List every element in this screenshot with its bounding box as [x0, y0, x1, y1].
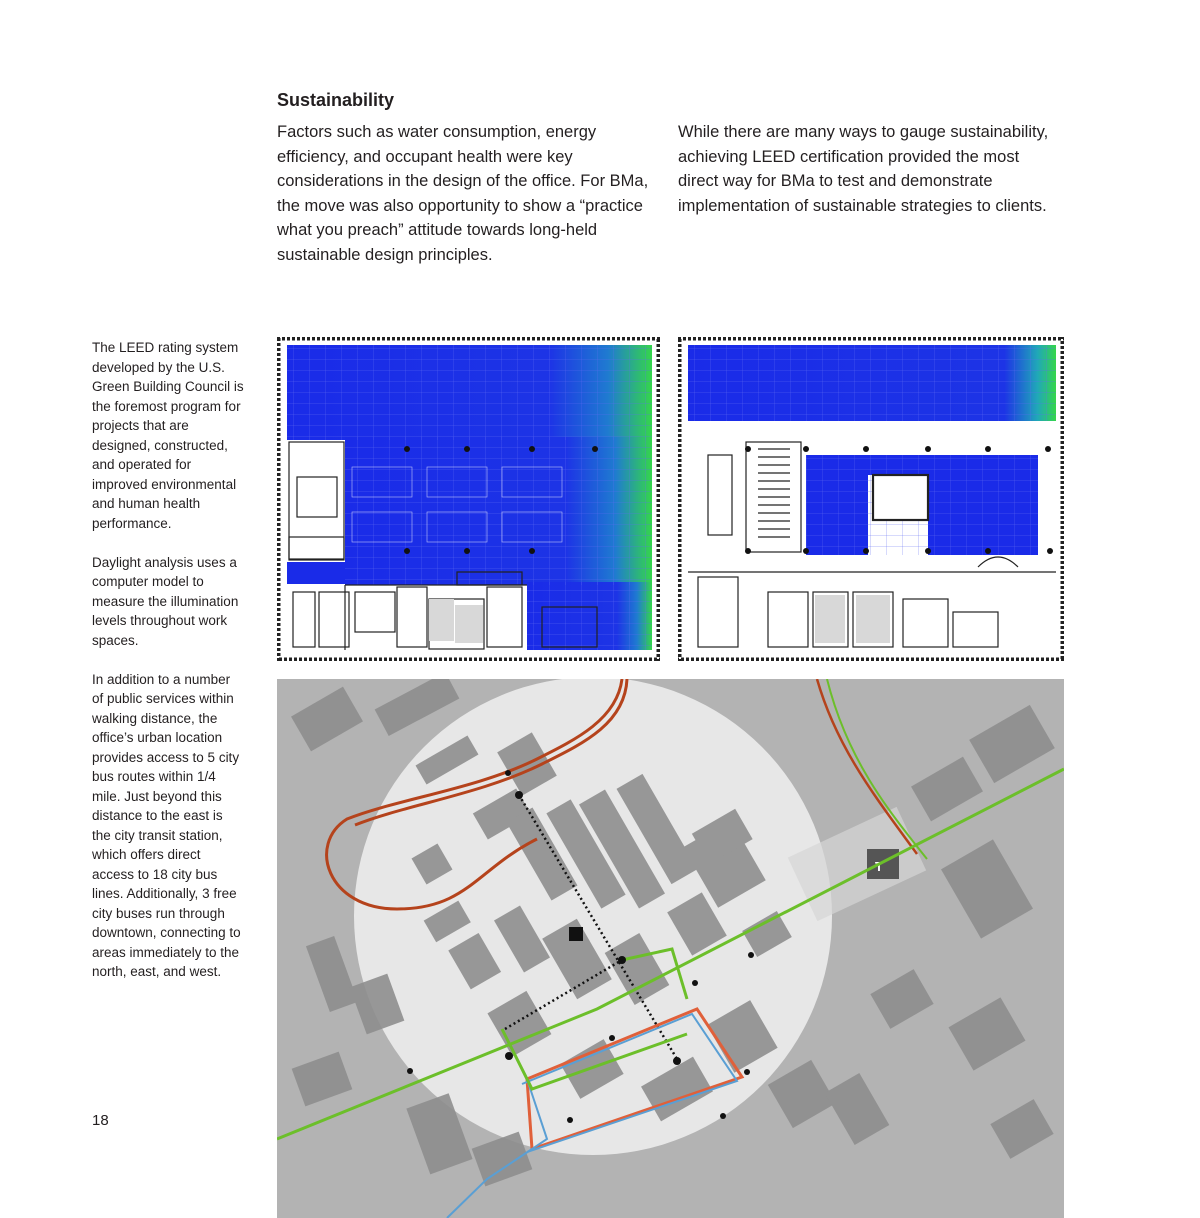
body-paragraph-right: While there are many ways to gauge sustainability, achieving LEED certification provided the most direct way for BMa to test and demonstrate implementation of sustainable strategies to clients. — [678, 123, 1049, 215]
sidebar-daylight-note: Daylight analysis uses a computer model to measure the illumination levels throughout work spaces. — [92, 554, 239, 648]
daylight-plan-right — [678, 337, 1064, 661]
sidebar-notes — [92, 338, 244, 1001]
transit-map — [277, 679, 1064, 1218]
section-heading: Sustainability — [277, 90, 395, 110]
transit-station-label: T — [875, 859, 883, 874]
page-number: 18 — [92, 1112, 109, 1129]
daylight-plan-left — [277, 337, 660, 661]
body-paragraph-left: Factors such as water consumption, energy efficiency, and occupant health were key considerations in the design of the office. For BMa, the move was also opportunity to show a “practice what you preach” attitude towards long-held sustainable design principles. — [277, 123, 649, 264]
sidebar-leed-note: The LEED rating system developed by the U.S. Green Building Council is the foremost program for projects that are designed, constructed, and operated for improved environmental and human health performance. — [92, 340, 244, 531]
sidebar-transit-note: In addition to a number of public services within walking distance, the office’s urban location provides access to 5 city bus routes within 1/4 mile. Just beyond this distance to the east is the city transit station, which offers direct access to 18 city bus lines. Additionally, 3 free city buses run through downtown, connecting to areas immediately to the north, east, and west. — [92, 671, 241, 979]
